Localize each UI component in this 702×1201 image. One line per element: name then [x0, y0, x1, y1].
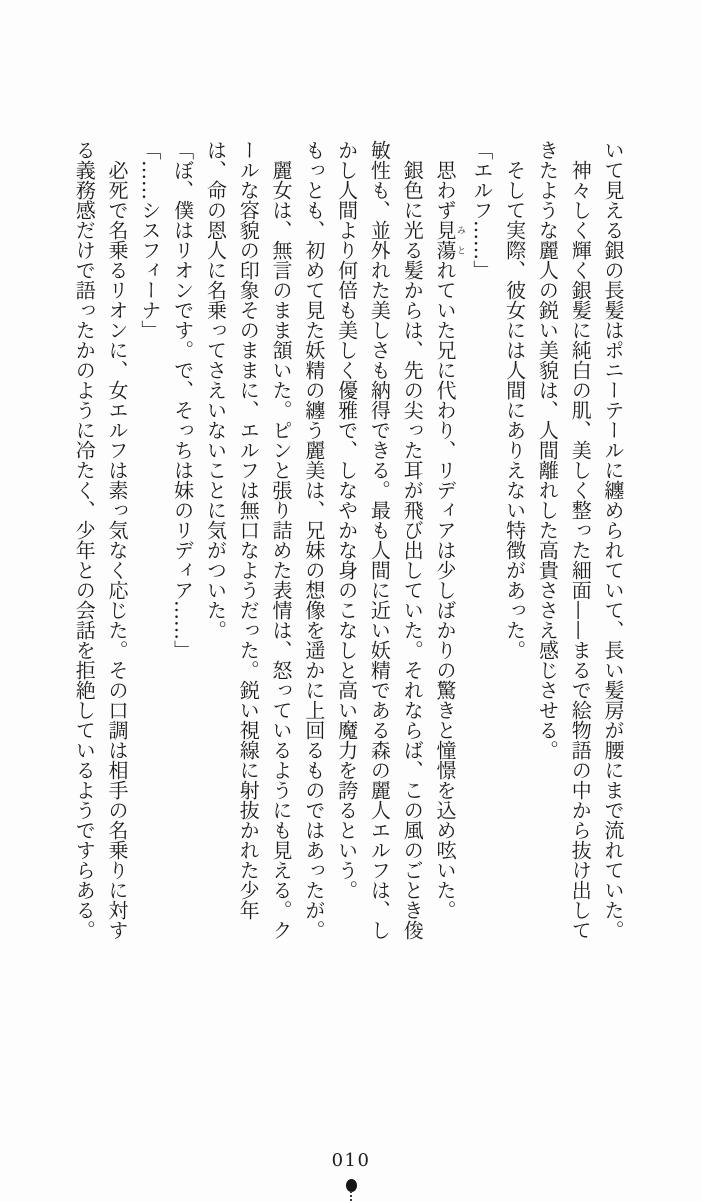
paragraph: 「……シスフィーナ」 — [137, 140, 162, 340]
paragraph: 神々しく輝く銀髪に純白の肌、美しく整った細面——まるで絵物語の中から抜け出してきたような麗人の鋭い美貌は、人間離れした高貴ささえ感じさせる。 — [535, 140, 593, 940]
paragraph: そして実際、彼女には人間にありえない特徴があった。 — [502, 160, 527, 660]
furigana-ruby: 見蕩みと — [433, 220, 466, 260]
paragraph: 麗女は、無言のまま頷いた。ピンと張り詰めた表情は、怒っているようにも見える。クールな容貌の印象そのままに、エルフは無口なようだった。鋭い視線に射抜かれた少年は、命の恩人に名乗ってさえいないことに気がついた。 — [203, 140, 294, 940]
paragraph: もっとも、初めて見た妖精の纏う麗美は、兄妹の想像を遥かに上回るものではあったが。 — [301, 140, 326, 940]
page-number: 010 — [331, 1150, 371, 1171]
paragraph: 思わず見蕩みとれていた兄に代わり、リディアは少しばかりの驚きと憧憬を込め呟いた。 — [433, 160, 466, 920]
pin-ornament-icon — [0, 1179, 702, 1201]
paragraph: 「ぼ、僕はリオンです。で、そっちは妹のリディア……」 — [170, 140, 195, 660]
paragraph: 「エルフ……」 — [469, 140, 494, 280]
paragraph: いて見える銀の長髪はポニーテールに纏められていて、長い髪房が腰にまで流れていた。 — [601, 140, 625, 940]
novel-text-block — [69, 140, 629, 948]
paragraph: 銀色に光る髪からは、先の尖った耳が飛び出していた。それならば、この風のごとき俊敏性も、並外れた美しさも納得できる。最も人間に近い妖精である森の麗人エルフは、しかし人間より何倍も美しく優雅で、しなやかな身のこなしと高い魔力を誇るという。 — [334, 140, 425, 940]
paragraph: 必死で名乗るリオンに、女エルフは素っ気なく応じた。その口調は相手の名乗りに対する義務感だけで語ったかのように冷たく、少年との会話を拒絶しているようですらある。 — [72, 140, 130, 940]
